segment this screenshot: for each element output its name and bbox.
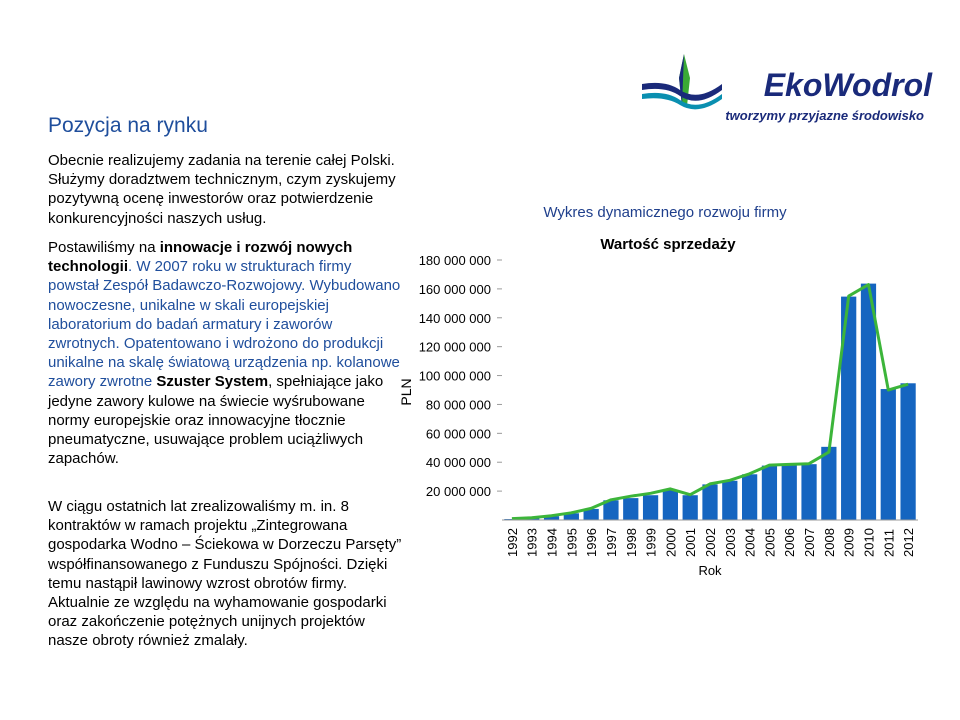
x-axis-label: Rok xyxy=(698,563,722,578)
bar-2011 xyxy=(880,389,896,520)
x-tick-label: 1997 xyxy=(604,528,619,557)
x-tick-label: 2008 xyxy=(821,528,837,557)
y-tick-label: 180 000 000 xyxy=(418,253,491,268)
x-tick-label: 2011 xyxy=(881,529,897,557)
intro-paragraph: Obecnie realizujemy zadania na terenie całej Polski. Służymy doradztwem technicznym, czym zyskujemy pozytywną ocenę inwestorów oraz potwierdzenie konkurencyjności naszych usług. xyxy=(48,152,396,227)
y-tick-label: 100 000 000 xyxy=(418,368,491,384)
x-tick-label: 2007 xyxy=(802,528,817,557)
innovation-text-2: . W 2007 roku w strukturach firmy powstał Zespół Badawczo-Rozwojowy. Wybudowano nowoczesne, unikalne w skali europejskiej laboratorium do badań armatury i zaworów zwrotnych. Opatentowano i wdrożono do produkcji unikalne na skalę światową urządzenia np. kolanowe zawory zwrotne xyxy=(48,258,401,391)
contracts-paragraph: W ciągu ostatnich lat zrealizowaliśmy m. in. 8 kontraktów w ramach projektu „Zintegrowana gospodarka Wodno – Ściekowa w Dorzeczu Parsęty” współfinansowanego z Funduszu Spójności. Dzięki temu nastąpił lawinowy wzrost obrotów firmy. Aktualnie ze względu na wyhamowanie gospodarki oraz zakończenie potężnych unijnych projektów nasze obroty również zmalały. xyxy=(48,498,402,650)
x-tick-label: 1993 xyxy=(524,528,540,557)
x-tick-label: 1999 xyxy=(643,528,659,557)
x-tick-label: 2004 xyxy=(742,528,758,557)
x-tick-label: 2001 xyxy=(683,528,699,557)
y-tick-label: 80 000 000 xyxy=(425,397,491,413)
x-tick-label: 2005 xyxy=(762,528,778,557)
bar-2000 xyxy=(662,490,678,520)
bar-2002 xyxy=(702,484,718,520)
bar-2001 xyxy=(682,495,698,520)
innovation-text-1: Postawiliśmy na xyxy=(48,239,160,256)
bar-2006 xyxy=(781,464,797,520)
chart-caption: Wykres dynamicznego rozwoju firmy xyxy=(543,204,787,221)
x-tick-label: 2003 xyxy=(722,528,738,557)
x-tick-label: 1994 xyxy=(544,528,560,557)
bar-1998 xyxy=(623,498,639,520)
y-tick-label: 20 000 000 xyxy=(425,484,491,500)
y-tick-label: 160 000 000 xyxy=(418,281,491,297)
x-tick-label: 1996 xyxy=(584,528,600,557)
y-tick-label: 120 000 000 xyxy=(418,339,491,355)
y-axis-label: PLN xyxy=(398,378,414,406)
innovation-text-3: , spełniające jako jedyne zawory kulowe na świecie wyśrubowane normy europejskie oraz innowacyjne tłocznie pneumatyczne, usuwające problem uciążliwych zapachów. xyxy=(48,373,384,468)
bar-2012 xyxy=(900,383,916,520)
x-tick-label: 2012 xyxy=(901,528,917,557)
y-tick-label: 40 000 000 xyxy=(425,455,491,471)
x-tick-label: 2002 xyxy=(703,528,718,557)
x-tick-label: 1995 xyxy=(564,528,580,557)
x-tick-label: 2000 xyxy=(663,528,679,557)
bar-2003 xyxy=(722,480,738,520)
bar-2004 xyxy=(741,474,757,520)
x-tick-label: 1992 xyxy=(504,528,520,557)
chart-title: Wartość sprzedaży xyxy=(600,236,736,253)
x-tick-label: 1998 xyxy=(623,528,639,557)
logo-name: EkoWodrol xyxy=(763,67,932,103)
bar-1999 xyxy=(642,495,658,520)
y-tick-label: 140 000 000 xyxy=(418,310,491,326)
bar-2007 xyxy=(801,464,817,520)
page-title: Pozycja na rynku xyxy=(48,114,208,137)
logo-tagline: tworzymy przyjazne środowisko xyxy=(725,108,924,123)
x-tick-label: 2006 xyxy=(782,528,798,557)
x-tick-label: 2009 xyxy=(841,528,857,557)
product-name: Szuster System xyxy=(156,373,269,391)
bar-2005 xyxy=(761,465,777,520)
x-tick-label: 2010 xyxy=(861,528,877,557)
bar-2008 xyxy=(821,446,837,520)
innovation-highlight: innowacje i rozwój nowych technologii xyxy=(48,239,353,276)
y-tick-label: 60 000 000 xyxy=(425,426,491,442)
